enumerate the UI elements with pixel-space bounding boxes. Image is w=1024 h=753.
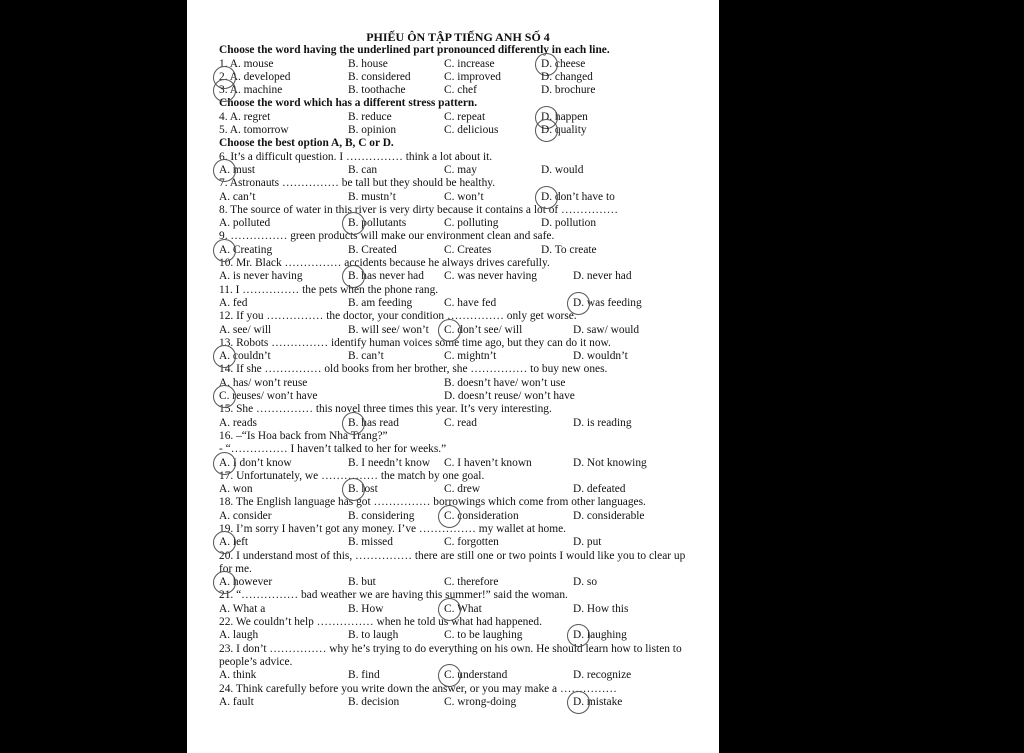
- q10-option-c: C. was never having: [444, 270, 537, 283]
- question-11-stem: 11. I …………… the pets when the phone rang.: [219, 283, 439, 296]
- q19-option-a: A. left: [219, 536, 249, 549]
- q23-option-c: C. understand: [444, 669, 508, 682]
- q13-option-b: B. can’t: [348, 350, 384, 363]
- q18-option-d: D. considerable: [573, 509, 645, 522]
- q8-option-c: C. polluting: [444, 217, 499, 230]
- q9-option-b: B. Created: [348, 243, 397, 256]
- q16-option-c: C. I haven’t known: [444, 456, 532, 469]
- q11-option-b: B. am feeding: [348, 296, 413, 309]
- q20-option-a: A. however: [219, 576, 273, 589]
- question-12-options: [219, 324, 697, 337]
- question-18-stem: 18. The English language has got …………… borrowings which come from other languages.: [219, 496, 646, 509]
- question-16-stem-reply: - “…………… I haven’t talked to her for weeks.”: [219, 443, 447, 456]
- q21-option-a: A. What a: [219, 602, 266, 615]
- question-15-options: [219, 417, 697, 430]
- q16-option-b: B. I needn’t know: [348, 456, 431, 469]
- question-6-stem: 6. It’s a difficult question. I …………… think a lot about it.: [219, 150, 493, 163]
- q24-option-a: A. fault: [219, 695, 254, 708]
- q13-option-c: C. mightn’t: [444, 350, 497, 363]
- q22-option-d: D. laughing: [573, 629, 627, 642]
- q18-option-a: A. consider: [219, 509, 272, 522]
- q7-option-c: C. won’t: [444, 190, 484, 203]
- q5-option-a: 5. A. tomorrow: [219, 124, 289, 137]
- q21-option-c: C. What: [444, 602, 482, 615]
- question-19-stem: 19. I’m sorry I haven’t got any money. I’ve …………… my wallet at home.: [219, 522, 567, 535]
- q20-option-b: B. but: [348, 576, 376, 589]
- question-22-options: [219, 629, 697, 642]
- q2-option-c: C. improved: [444, 70, 501, 83]
- question-23-options: [219, 669, 697, 682]
- q12-option-d: D. saw/ would: [573, 323, 640, 336]
- question-2-options: [219, 71, 697, 84]
- q4-option-d: D. happen: [541, 110, 588, 123]
- question-17-options: [219, 483, 697, 496]
- q7-option-b: B. mustn’t: [348, 190, 396, 203]
- q9-option-d: D. To create: [541, 243, 597, 256]
- q9-option-a: A. Creating: [219, 243, 273, 256]
- q1-option-a: 1. A. mouse: [219, 57, 274, 70]
- q21-option-d: D. How this: [573, 602, 629, 615]
- question-7-options: [219, 191, 697, 204]
- q5-option-b: B. opinion: [348, 124, 397, 137]
- q3-option-c: C. chef: [444, 84, 477, 97]
- q12-option-a: A. see/ will: [219, 323, 272, 336]
- question-23-stem: 23. I don’t …………… why he’s trying to do everything on his own. He should learn how to listen to people’s advice.: [219, 642, 682, 668]
- q19-option-b: B. missed: [348, 536, 393, 549]
- question-11-options: [219, 297, 697, 310]
- q10-option-a: A. is never having: [219, 270, 303, 283]
- q13-option-a: A. couldn’t: [219, 350, 271, 363]
- q3-option-b: B. toothache: [348, 84, 406, 97]
- q24-option-b: B. decision: [348, 695, 400, 708]
- q18-option-b: B. considering: [348, 509, 415, 522]
- question-21-options: [219, 603, 697, 616]
- section-heading-best-option: Choose the best option A, B, C or D.: [219, 137, 394, 150]
- question-9-stem: 9. …………… green products will make our environment clean and safe.: [219, 230, 555, 243]
- question-24-options: [219, 696, 697, 709]
- q13-option-d: D. wouldn’t: [573, 350, 628, 363]
- question-6-options: [219, 164, 697, 177]
- q8-option-d: D. pollution: [541, 217, 597, 230]
- question-8-stem: 8. The source of water in this river is very dirty because it contains a lot of ……………: [219, 203, 618, 216]
- question-8-options: [219, 217, 697, 230]
- question-17-stem: 17. Unfortunately, we …………… the match by one goal.: [219, 469, 485, 482]
- q15-option-d: D. is reading: [573, 416, 632, 429]
- question-9-options: [219, 244, 697, 257]
- q20-option-c: C. therefore: [444, 576, 499, 589]
- question-16-stem: 16. –“Is Hoa back from Nha Trang?”: [219, 429, 388, 442]
- question-10-options: [219, 270, 697, 283]
- q22-option-a: A. laugh: [219, 629, 259, 642]
- q9-option-c: C. Creates: [444, 243, 492, 256]
- page-title: PHIẾU ÔN TẬP TIẾNG ANH SỐ 4: [366, 30, 550, 44]
- question-14-options: [219, 377, 697, 404]
- q3-option-a: 3. A. machine: [219, 84, 283, 97]
- q21-option-b: B. How: [348, 602, 384, 615]
- question-1-options: [219, 58, 697, 71]
- q17-option-c: C. drew: [444, 483, 481, 496]
- q14-option-d: D. doesn’t reuse/ won’t have: [444, 390, 575, 403]
- q1-option-c: C. increase: [444, 57, 495, 70]
- q11-option-d: D. was feeding: [573, 296, 642, 309]
- question-12-stem: 12. If you …………… the doctor, your condition …………… only get worse.: [219, 310, 577, 323]
- q1-option-b: B. house: [348, 57, 388, 70]
- q10-option-d: D. never had: [573, 270, 632, 283]
- q8-option-b: B. pollutants: [348, 217, 407, 230]
- question-14-stem: 14. If she …………… old books from her brother, she …………… to buy new ones.: [219, 363, 608, 376]
- q18-option-c: C. consideration: [444, 509, 519, 522]
- question-13-stem: 13. Robots …………… identify human voices some time ago, but they can do it now.: [219, 336, 611, 349]
- q24-option-d: D. mistake: [573, 695, 623, 708]
- q14-option-b: B. doesn’t have/ won’t use: [444, 376, 566, 389]
- q17-option-b: B. lost: [348, 483, 378, 496]
- q5-option-d: D. quality: [541, 124, 587, 137]
- q4-option-b: B. reduce: [348, 110, 392, 123]
- q23-option-a: A. think: [219, 669, 257, 682]
- q14-option-a: A. has/ won’t reuse: [219, 376, 308, 389]
- question-4-options: [219, 111, 697, 124]
- document-page: [187, 0, 719, 753]
- q22-option-b: B. to laugh: [348, 629, 399, 642]
- question-20-options: [219, 576, 697, 589]
- q3-option-d: D. brochure: [541, 84, 596, 97]
- q14-option-c: C. reuses/ won’t have: [219, 390, 318, 403]
- question-13-options: [219, 350, 697, 363]
- q20-option-d: D. so: [573, 576, 598, 589]
- q7-option-d: D. don’t have to: [541, 190, 615, 203]
- q11-option-c: C. have fed: [444, 296, 497, 309]
- question-10-stem: 10. Mr. Black …………… accidents because he always drives carefully.: [219, 257, 550, 270]
- q6-option-b: B. can: [348, 163, 378, 176]
- q23-option-b: B. find: [348, 669, 380, 682]
- q15-option-b: B. has read: [348, 416, 399, 429]
- q15-option-a: A. reads: [219, 416, 257, 429]
- q11-option-a: A. fed: [219, 296, 248, 309]
- q23-option-d: D. recognize: [573, 669, 632, 682]
- q2-option-b: B. considered: [348, 70, 411, 83]
- q24-option-c: C. wrong-doing: [444, 695, 517, 708]
- q6-option-d: D. would: [541, 163, 584, 176]
- question-21-stem: 21. “…………… bad weather we are having this summer!” said the woman.: [219, 589, 568, 602]
- q17-option-d: D. defeated: [573, 483, 626, 496]
- q4-option-a: 4. A. regret: [219, 110, 271, 123]
- q8-option-a: A. polluted: [219, 217, 271, 230]
- question-5-options: [219, 124, 697, 137]
- q6-option-a: A. must: [219, 163, 256, 176]
- q1-option-d: D. cheese: [541, 57, 586, 70]
- question-7-stem: 7. Astronauts …………… be tall but they should be healthy.: [219, 177, 496, 190]
- section-heading-pronunciation: Choose the word having the underlined part pronounced differently in each line.: [219, 44, 610, 57]
- q5-option-c: C. delicious: [444, 124, 499, 137]
- q12-option-c: C. don’t see/ will: [444, 323, 523, 336]
- q12-option-b: B. will see/ won’t: [348, 323, 429, 336]
- question-18-options: [219, 510, 697, 523]
- q2-option-d: D. changed: [541, 70, 593, 83]
- q15-option-c: C. read: [444, 416, 477, 429]
- q19-option-c: C. forgotten: [444, 536, 499, 549]
- q10-option-b: B. has never had: [348, 270, 424, 283]
- question-3-options: [219, 84, 697, 97]
- q16-option-d: D. Not knowing: [573, 456, 647, 469]
- question-22-stem: 22. We couldn’t help …………… when he told us what had happened.: [219, 616, 542, 629]
- question-15-stem: 15. She …………… this novel three times this year. It’s very interesting.: [219, 403, 552, 416]
- section-heading-stress: Choose the word which has a different stress pattern.: [219, 97, 478, 110]
- q2-option-a: 2. A. developed: [219, 70, 291, 83]
- question-19-options: [219, 536, 697, 549]
- q6-option-c: C. may: [444, 163, 477, 176]
- q16-option-a: A. I don’t know: [219, 456, 292, 469]
- question-20-stem: 20. I understand most of this, …………… there are still one or two points I would like you to clear up for me.: [219, 549, 686, 575]
- q17-option-a: A. won: [219, 483, 253, 496]
- q22-option-c: C. to be laughing: [444, 629, 523, 642]
- worksheet-content: [219, 31, 697, 709]
- q4-option-c: C. repeat: [444, 110, 486, 123]
- question-24-stem: 24. Think carefully before you write down the answer, or you may make a ……………: [219, 682, 617, 695]
- q19-option-d: D. put: [573, 536, 602, 549]
- q7-option-a: A. can’t: [219, 190, 256, 203]
- question-16-options: [219, 457, 697, 470]
